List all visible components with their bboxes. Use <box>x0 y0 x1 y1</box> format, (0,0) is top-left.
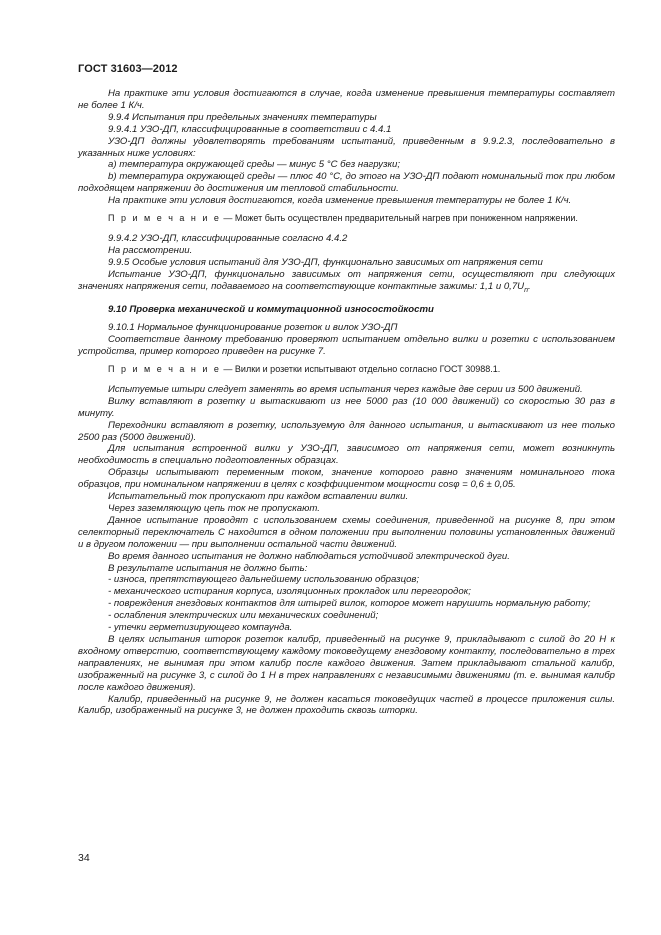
list-item: - повреждения гнездовых контактов для штырей вилок, которое может нарушить нормальную работу; <box>108 598 591 610</box>
paragraph: Калибр, приведенный на рисунке 9, не должен касаться токоведущих частей в процессе приложения силы. Калибр, изображенный на рисунке 3, не должен проходить сквозь шторки. <box>78 693 615 717</box>
list-item: b) температура окружающей среды — плюс 40 °С, до этого на УЗО-ДП подают номинальный ток при любом подходящем напряжении до достижения им тепловой стабильности. <box>78 171 615 195</box>
paragraph: Во время данного испытания не должно наблюдаться устойчивой электрической дуги. <box>108 550 510 562</box>
section-title: 9.10 Проверка механической и коммутационной износостойкости <box>108 304 434 316</box>
document-header: ГОСТ 31603—2012 <box>78 63 178 75</box>
paragraph: Испытуемые штыри следует заменять во время испытания через каждые две серии из 500 движений. <box>108 383 583 395</box>
paragraph: Испытательный ток пропускают при каждом вставлении вилки. <box>108 491 409 503</box>
note-text: — Может быть осуществлен предварительный нагрев при пониженном напряжении. <box>220 213 578 224</box>
paragraph: В результате испытания не должно быть: <box>108 562 308 574</box>
list-item: - механического истирания корпуса, изоляционных прокладок или перегородок; <box>108 586 471 598</box>
note <box>78 364 615 376</box>
list-item: - износа, препятствующего дальнейшему использованию образцов; <box>108 574 420 586</box>
list-item: - утечки герметизирующего компаунда. <box>108 622 293 634</box>
subsection-heading: 9.10.1 Нормальное функционирование розеток и вилок УЗО-ДП <box>108 322 398 334</box>
paragraph <box>78 269 615 297</box>
list-item: - ослабления электрических или механических соединений; <box>108 610 379 622</box>
paragraph-end: . <box>528 280 531 292</box>
subsection-heading: 9.9.4.2 УЗО-ДП, классифицированные согласно 4.4.2 <box>108 232 348 244</box>
paragraph: Соответствие данному требованию проверяют испытанием отдельно вилки и розетки с использованием устройства, пример которого приведен на рисунке 7. <box>78 334 615 358</box>
paragraph: На рассмотрении. <box>108 244 193 256</box>
paragraph: Образцы испытывают переменным током, значение которого равно значениям номинального тока образцов, при номинальном напряжении в целях с коэффициентом мощности cosφ = 0,6 ± 0,05. <box>78 467 615 491</box>
subsection-heading: 9.9.4 Испытания при предельных значениях температуры <box>108 111 377 123</box>
note-label: П р и м е ч а н и е <box>108 213 221 224</box>
note-label: П р и м е ч а н и е <box>108 364 221 375</box>
paragraph: На практике эти условия достигаются в случае, когда изменение превышения температуры составляет не более 1 К/ч. <box>78 88 615 111</box>
paragraph: На практике эти условия достигаются, когда изменение превышения температуры не более 1 К/ч. <box>108 195 572 207</box>
page-number: 34 <box>78 852 90 864</box>
paragraph: Переходники вставляют в розетку, используемую для данного испытания, и вытаскивают из нее только 2500 раз (5000 движений). <box>78 419 615 443</box>
paragraph: В целях испытания шторок розеток калибр, приведенный на рисунке 9, прикладывают с силой до 20 Н к входному отверстию, соответствующему каждому токоведущему гнездовому контакту, последовательно в трех направлениях, не вынимая при этом калибр после каждого движения. Затем прикладывают стальной калибр, изображенный на рисунке 3, с силой до 1 Н в трех направлениях с независимыми движениями (т. е. вынимая калибр после каждого движения). <box>78 633 615 693</box>
list-item: a) температура окружающей среды — минус 5 °С без нагрузки; <box>108 159 401 171</box>
note-text: — Вилки и розетки испытывают отдельно согласно ГОСТ 30988.1. <box>220 364 501 375</box>
paragraph: Через заземляющую цепь ток не пропускают. <box>108 503 320 514</box>
paragraph-text: Испытание УЗО-ДП, функционально зависимых от напряжения сети, осуществляют при следующих значениях напряжения сети, подаваемого на соответствующие контактные зажимы: 1,1 и 0,7U <box>78 268 615 292</box>
document-body <box>78 88 615 717</box>
paragraph: Данное испытание проводят с использованием схемы соединения, приведенной на рисунке 8, при этом селекторный переключатель С находится в одном положении при выполнении половины установленных движений и в другом положении — при выполнении остальной части движений. <box>78 514 615 550</box>
subsection-heading: 9.9.5 Особые условия испытаний для УЗО-ДП, функционально зависимых от напряжения сети <box>108 256 543 268</box>
paragraph: Для испытания встроенной вилки у УЗО-ДП, зависимого от напряжения сети, может возникнуть необходимость в специально подготовленных образцах. <box>78 443 615 467</box>
subscript: n <box>524 286 528 294</box>
paragraph: Вилку вставляют в розетку и вытаскивают из нее 5000 раз (10 000 движений) со скоростью 30 раз в минуту. <box>78 395 615 419</box>
subsection-heading: 9.9.4.1 УЗО-ДП, классифицированные в соответствии с 4.4.1 <box>108 123 392 135</box>
paragraph: УЗО-ДП должны удовлетворять требованиям испытаний, приведенным в 9.9.2.3, последовательно в указанных ниже условиях: <box>78 135 615 159</box>
note <box>78 213 615 225</box>
